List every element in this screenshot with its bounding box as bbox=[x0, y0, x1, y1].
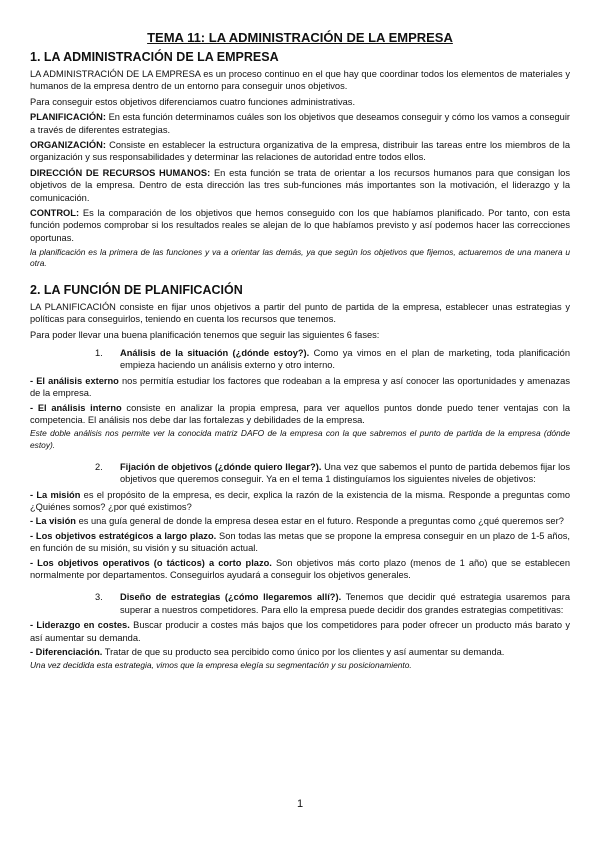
bullet-liderazgo-costes bbox=[30, 619, 570, 644]
phase-1-title: Análisis de la situación (¿dónde estoy?). bbox=[120, 347, 310, 358]
bullet-analisis-externo-label: - El análisis externo bbox=[30, 375, 119, 386]
rrhh-label: DIRECCIÓN DE RECURSOS HUMANOS: bbox=[30, 167, 211, 178]
phase-1-number: 1. bbox=[95, 347, 103, 358]
s2-paragraph-1: LA PLANIFICACIÓN consiste en fijar unos objetivos a partir del punto de partida de la empresa, establecer unas estrategias y políticas para conseguirlos, teniendo en cuenta los recursos que tenemos. bbox=[30, 301, 570, 325]
bullet-mision bbox=[30, 489, 570, 514]
phase-3-note: Una vez decidida esta estrategia, vimos que la empresa elegía su segmentación y su posicionamiento. bbox=[30, 660, 412, 671]
planificacion-label: PLANIFICACIÓN: bbox=[30, 112, 106, 123]
organizacion-label: ORGANIZACIÓN: bbox=[30, 140, 106, 151]
section-2-heading: 2. LA FUNCIÓN DE PLANIFICACIÓN bbox=[30, 282, 243, 297]
phase-2-number: 2. bbox=[95, 461, 103, 472]
s1-planificacion bbox=[30, 111, 570, 136]
control-text: Es la comparación de los objetivos que hemos conseguido con los que habíamos planificado. Por tanto, con esta función podemos comprobar si los resultados reales se alejan de lo que habíamos previsto y así podemos hacer las correcciones oportunas. bbox=[30, 208, 570, 243]
s1-control bbox=[30, 207, 570, 244]
s2-paragraph-2: Para poder llevar una buena planificación tenemos que seguir las siguientes 6 fases: bbox=[30, 329, 380, 340]
planificacion-text: En esta función determinamos cuáles son los objetivos que deseamos conseguir y cómo los vamos a conseguir a través de diferentes estrategias. bbox=[30, 112, 570, 135]
control-label: CONTROL: bbox=[30, 208, 80, 219]
bullet-diferenciacion-text: Tratar de que su producto sea percibido como único por los clientes y así aumentar su demanda. bbox=[102, 647, 505, 658]
s1-paragraph-2: Para conseguir estos objetivos diferenciamos cuatro funciones administrativas. bbox=[30, 96, 356, 107]
bullet-vision-text: es una guía general de donde la empresa desea estar en el futuro. Responde a preguntas como ¿qué queremos ser? bbox=[75, 516, 564, 527]
bullet-mision-label: - La misión bbox=[30, 489, 81, 500]
bullet-objetivos-estrategicos-label: - Los objetivos estratégicos a largo plazo. bbox=[30, 530, 217, 541]
s1-note: la planificación es la primera de las funciones y va a orientar las demás, ya que según los objetivos que fijemos, actuaremos de una manera u otra. bbox=[30, 247, 570, 269]
bullet-liderazgo-costes-text: Buscar producir a costes más bajos que los competidores para poder ofrecer un producto más barato y así aumentar su demanda. bbox=[30, 620, 570, 643]
phase-3-title: Diseño de estrategias (¿cómo llegaremos allí?). bbox=[120, 592, 342, 603]
bullet-diferenciacion-label: - Diferenciación. bbox=[30, 647, 103, 658]
section-1-heading: 1. LA ADMINISTRACIÓN DE LA EMPRESA bbox=[30, 50, 279, 64]
bullet-objetivos-estrategicos bbox=[30, 530, 570, 555]
bullet-analisis-interno-label: - El análisis interno bbox=[30, 402, 122, 413]
phase-2-title: Fijación de objetivos (¿dónde quiero llegar?). bbox=[120, 461, 322, 472]
s1-recursos-humanos bbox=[30, 167, 570, 204]
phase-3-text: Tenemos que decidir qué estrategia usaremos para superar a nuestros competidores. Para ello la empresa puede decidir dos grandes estrategias competitivas: bbox=[120, 592, 570, 615]
rrhh-text: En esta función se trata de orientar a los recursos humanos para que consigan los objetivos de la empresa. Dentro de esta dirección las tres sub-funciones más importantes son la motivación, el liderazgo y la comunicación. bbox=[30, 167, 570, 203]
bullet-objetivos-estrategicos-text: Son todas las metas que se propone la empresa conseguir en un plazo de 1-5 años, en función de su misión, su visión y su situación actual. bbox=[30, 530, 570, 554]
bullet-analisis-externo-text: nos permitía estudiar los factores que rodeaban a la empresa y así conocer las oportunidades y amenazas de la empresa. bbox=[30, 375, 570, 399]
phase-2-text: Una vez que sabemos el punto de partida debemos fijar los objetivos que queremos conseguir. Ya en el tema 1 distinguíamos los siguientes niveles de objetivos: bbox=[120, 461, 570, 485]
phase-1-text: Como ya vimos en el plan de marketing, toda planificación empieza haciendo un análisis externo y otro interno. bbox=[120, 347, 570, 371]
bullet-analisis-externo bbox=[30, 375, 570, 400]
phase-1-note: Este doble análisis nos permite ver la conocida matriz DAFO de la empresa con la que sabremos el punto de partida de la empresa (dónde estoy). bbox=[30, 428, 570, 450]
s1-paragraph-1: LA ADMINISTRACIÓN DE LA EMPRESA es un proceso continuo en el que hay que coordinar todos los elementos de materiales y humanos de la empresa dentro de un entorno para conseguir unos objetivos. bbox=[30, 69, 570, 92]
organizacion-text: Consiste en establecer la estructura organizativa de la empresa, distribuir las tareas entre los miembros de la organización y sus responsabilidades y determinar las relaciones de autoridad entre todos ellos. bbox=[30, 140, 570, 163]
bullet-analisis-interno-text: consiste en analizar la propia empresa, para ver aquellos puntos donde puedo tener ventajas con la competencia. El análisis nos debe dar las fortalezas y debilidades de la empresa. bbox=[30, 402, 570, 425]
bullet-vision bbox=[30, 515, 570, 527]
phase-1 bbox=[30, 347, 570, 372]
bullet-objetivos-operativos-text: Son objetivos más corto plazo (menos de 1 año) que se establecen normalmente por departamentos. Conseguirlos ayudará a conseguir los objetivos generales. bbox=[30, 557, 570, 580]
phase-2 bbox=[30, 461, 570, 486]
document-title: TEMA 11: LA ADMINISTRACIÓN DE LA EMPRESA bbox=[147, 30, 453, 45]
s1-organizacion bbox=[30, 139, 570, 164]
bullet-mision-text: es el propósito de la empresa, es decir, explica la razón de la existencia de la misma. Responde a preguntas como ¿Quiénes somos? ¿por qué existimos? bbox=[30, 489, 570, 512]
phase-3 bbox=[30, 591, 570, 616]
bullet-vision-label: - La visión bbox=[30, 516, 76, 527]
page-number: 1 bbox=[296, 798, 304, 810]
bullet-liderazgo-costes-label: - Liderazgo en costes. bbox=[30, 620, 130, 631]
bullet-analisis-interno bbox=[30, 402, 570, 427]
bullet-objetivos-operativos bbox=[30, 557, 570, 582]
bullet-objetivos-operativos-label: - Los objetivos operativos (o tácticos) a corto plazo. bbox=[30, 557, 272, 568]
bullet-diferenciacion bbox=[30, 646, 570, 658]
phase-3-number: 3. bbox=[95, 592, 103, 603]
